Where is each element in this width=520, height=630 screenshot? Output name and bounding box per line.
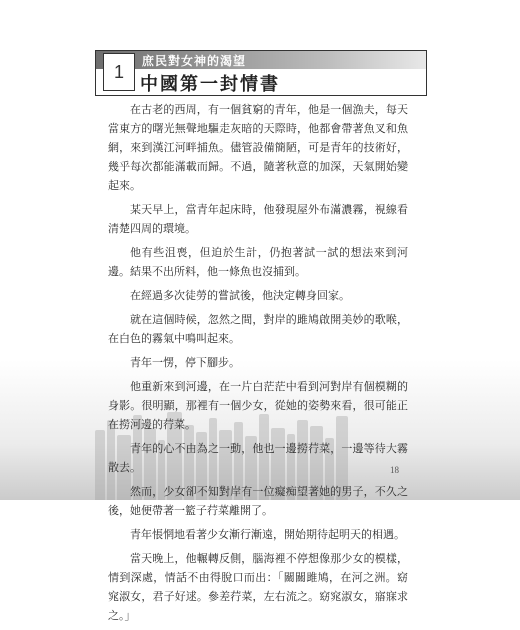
paragraph: 他有些沮喪，但迫於生計，仍抱著試一試的想法來到河邊。結果不出所料，他一條魚也沒捕到。 [108,246,408,278]
section-title: 庶民對女神的渴望 [142,54,247,68]
article-body [108,100,408,630]
paragraph: 當天晚上，他輾轉反側，腦海裡不停想像那少女的模樣，情到深處，情話不由得脫口而出：「關關雎鳩，在河之洲。窈窕淑女，君子好逑。參差荇菜，左右流之。窈窕淑女，寤寐求之。」 [108,552,408,622]
paragraph: 青年一愣，停下腳步。 [130,356,240,369]
paragraph: 他重新來到河邊，在一片白茫茫中看到河對岸有個模糊的身影。很明顯，那裡有一個少女，從她的姿勢來看，很可能正在撈河邊的荇菜。 [108,380,408,431]
paragraph: 在經過多次徒勞的嘗試後，他決定轉身回家。 [130,289,350,302]
paragraph: 青年的心不由為之一動，他也一邊撈荇菜，一邊等待大霧散去。 [108,442,408,474]
paragraph: 在古老的西周，有一個貧窮的青年，他是一個漁夫，每天當東方的曙光無聲地驅走灰暗的天際時，他都會帶著魚叉和魚網，來到漢江河畔捕魚。儘管設備簡陋，可是青年的技術好，幾乎每次都能滿載而歸。不過，隨著秋意的加深，天氣開始變起來。 [108,103,408,192]
paragraph: 青年悵惘地看著少女漸行漸遠，開始期待起明天的相遇。 [130,528,405,541]
page-title: 中國第一封情書 [140,74,280,95]
chapter-number-badge: 1 [103,53,135,91]
paragraph: 某天早上，當青年起床時，他發現屋外布滿濃霧，視線看清楚四周的環境。 [108,203,408,235]
paragraph: 然而，少女卻不知對岸有一位癡痴望著她的男子，不久之後，她便帶著一籃子荇菜離開了。 [108,485,408,517]
paragraph: 就在這個時候，忽然之間，對岸的雎鳩啟開美妙的歌喉，在白色的霧氣中鳴叫起來。 [108,313,408,345]
page-number: 18 [390,465,399,475]
